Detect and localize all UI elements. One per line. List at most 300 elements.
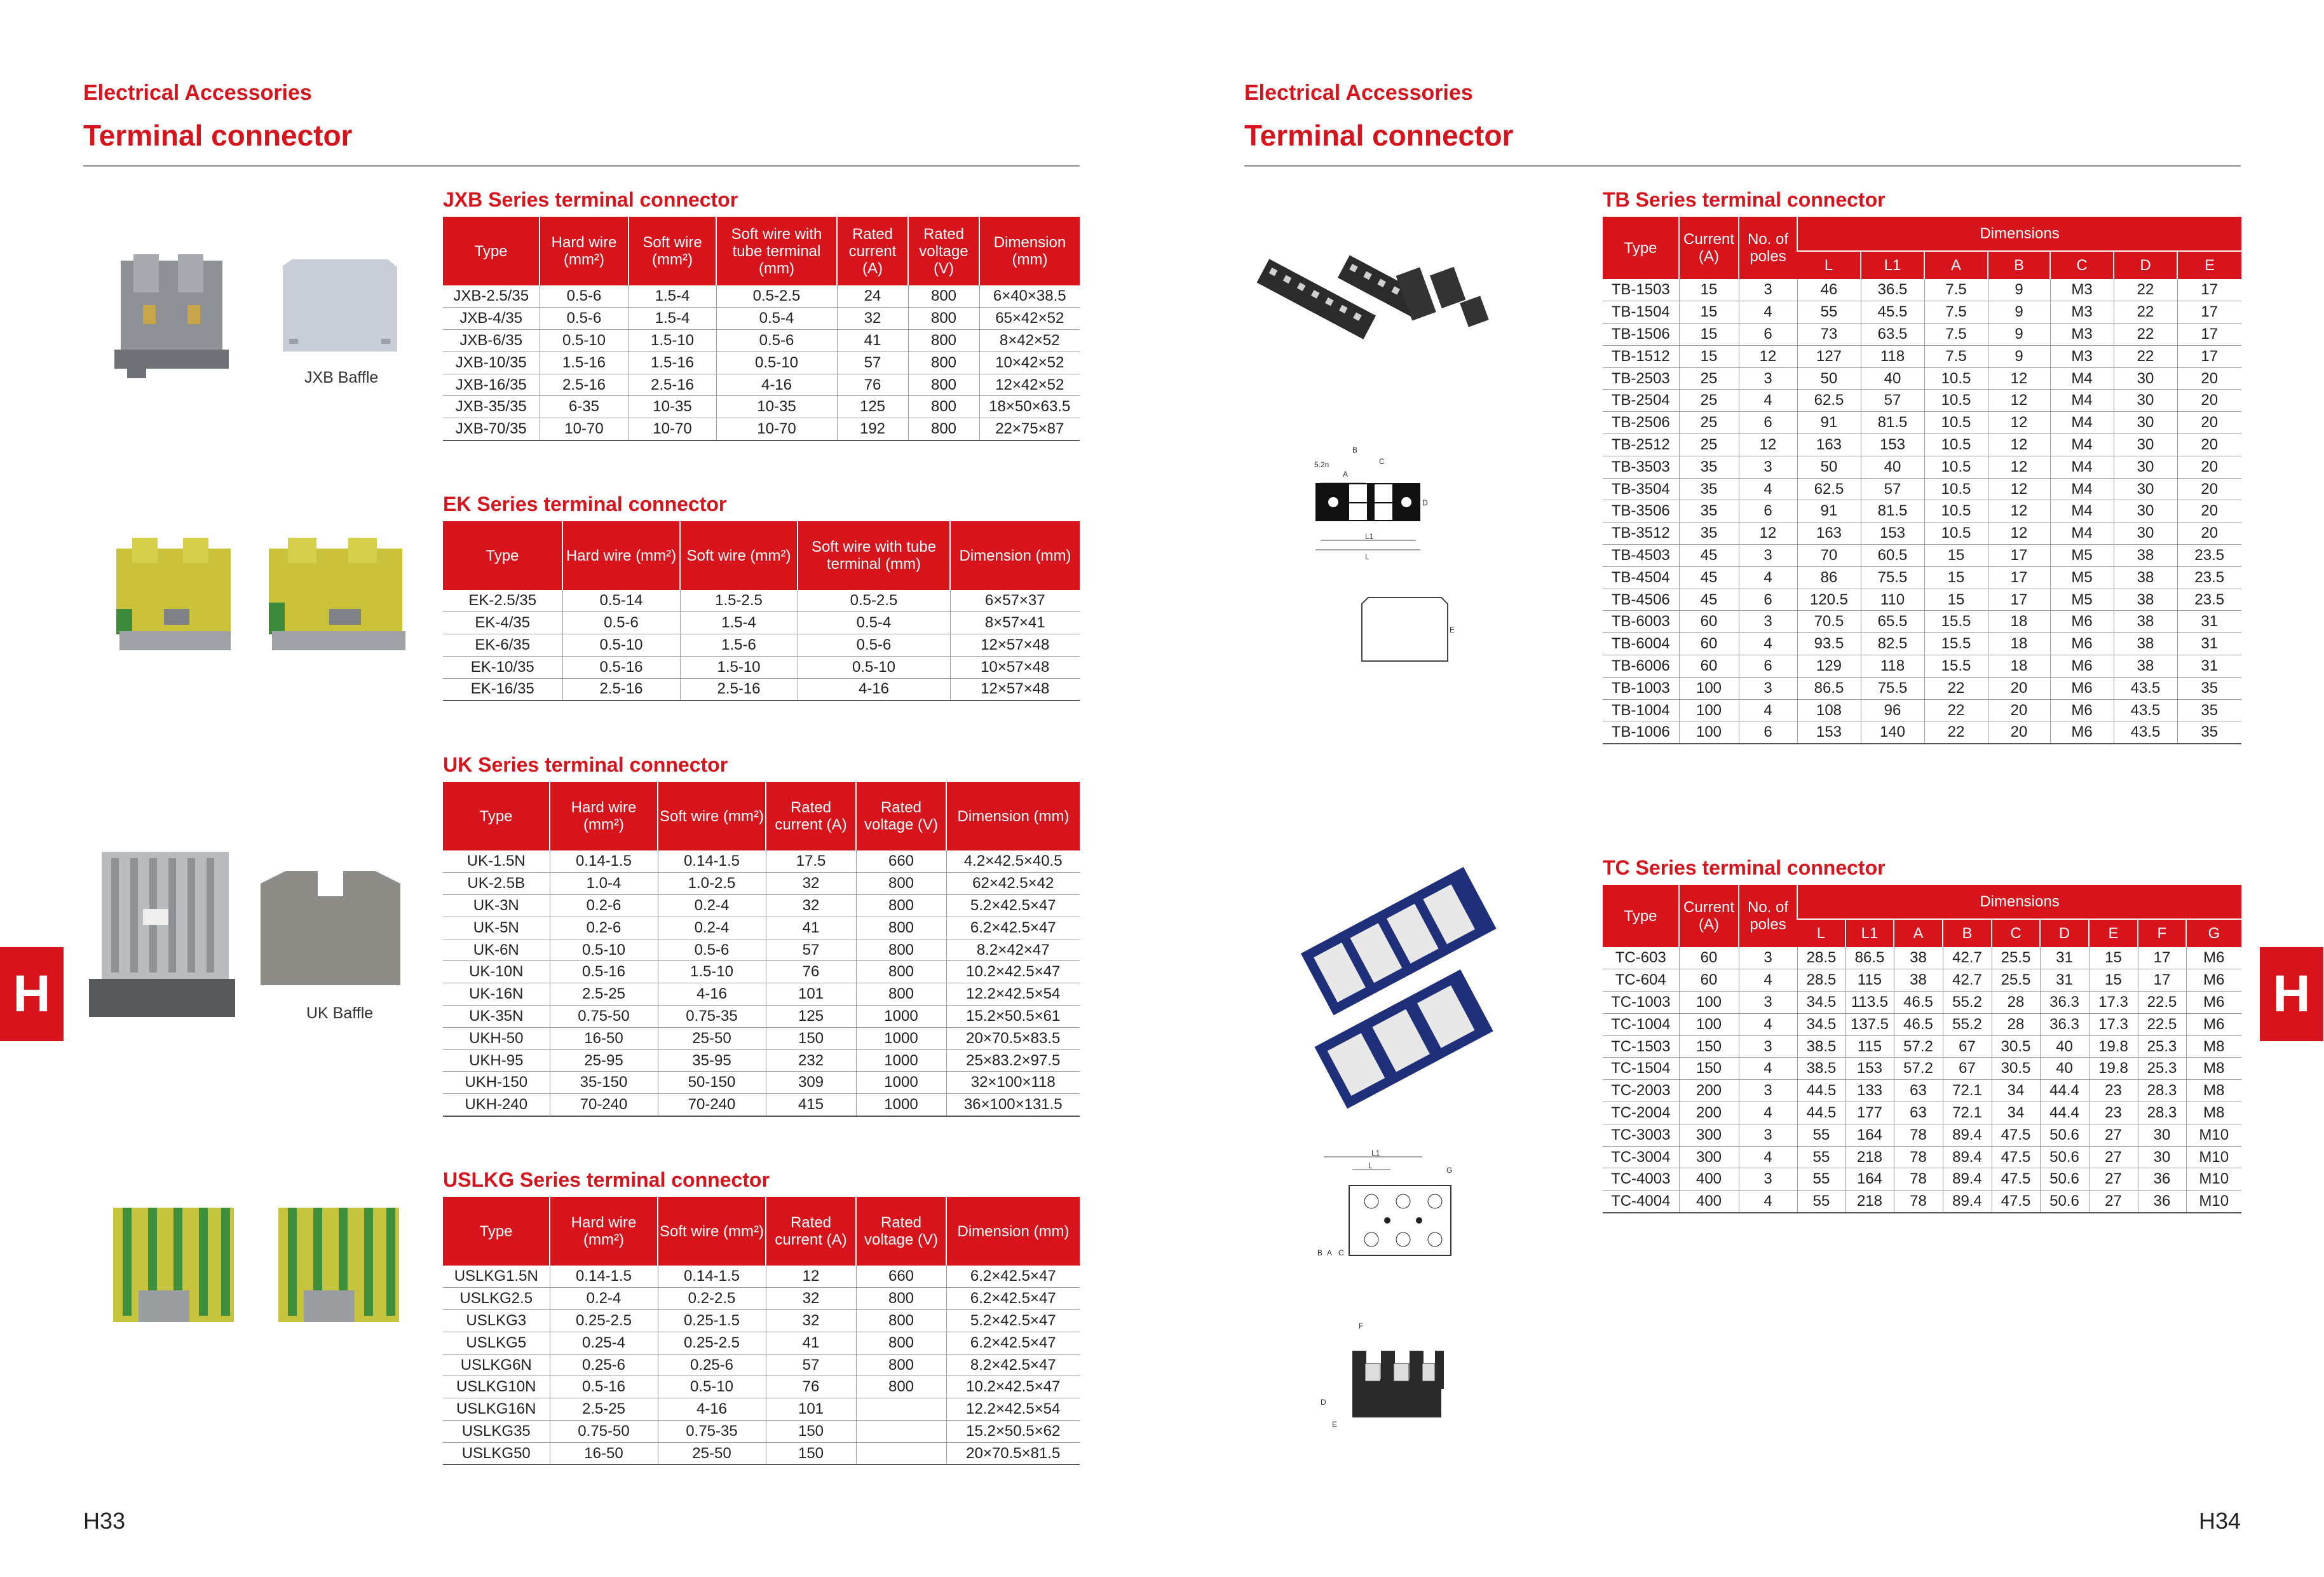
table-cell: 24 [837,285,908,308]
table-cell: 0.75-35 [658,1006,766,1028]
page-number: H34 [2199,1508,2241,1534]
table-cell: 19.8 [2089,1058,2138,1080]
table-cell: 0.2-2.5 [658,1288,766,1310]
table-cell: 3 [1739,1080,1797,1102]
table-cell: 35 [1679,456,1739,478]
table-cell: 300 [1679,1146,1739,1168]
table-cell: 70 [1797,545,1861,567]
table-cell: 4 [1739,1102,1797,1124]
table-cell: EK-16/35 [443,678,562,700]
table-cell: 6 [1739,412,1797,434]
table-cell: TC-603 [1603,947,1679,969]
table-cell: M6 [2050,633,2114,655]
table-row [1603,947,2241,969]
table-cell: 12 [766,1266,856,1288]
table-cell: 86.5 [1797,677,1861,699]
col-header: Soft wire with tube terminal (mm) [716,217,837,285]
table-cell: TB-6004 [1603,633,1679,655]
table-cell: 1000 [856,1094,946,1116]
table-cell: 4 [1739,301,1797,324]
section-title: UK Series terminal connector [443,753,728,776]
col-header: Soft wire (mm²) [680,521,798,590]
table-cell: 4 [1739,1146,1797,1168]
table-cell: 20 [2177,434,2241,456]
uk-section [443,753,1080,1117]
table-cell: 45 [1679,566,1739,589]
table-cell: 41 [837,330,908,352]
col-header: Type [443,217,540,285]
table-cell: 0.25-2.5 [550,1310,658,1332]
table-cell: 38 [2114,633,2177,655]
jxb-section [443,188,1080,441]
table-cell: 12 [1739,345,1797,367]
table-cell: 0.5-10 [658,1376,766,1398]
table-cell: 0.25-4 [550,1332,658,1354]
ek-section [443,493,1080,701]
table-cell: 57.2 [1894,1058,1943,1080]
table-cell: 70-240 [658,1094,766,1116]
table-cell: 81.5 [1861,500,1924,522]
table-cell: 23 [2089,1102,2138,1124]
table-row [443,1049,1080,1072]
table-cell: 10-35 [629,396,716,418]
table-cell: 28.5 [1797,947,1845,969]
table-cell: 10×57×48 [950,656,1080,678]
section-title: EK Series terminal connector [443,493,727,515]
table-cell: 18 [1988,655,2050,678]
dim-label: D [1321,1398,1326,1407]
table-cell: 8×57×41 [950,612,1080,634]
dim-label: 5.2n [1314,460,1329,469]
table-cell: 415 [766,1094,856,1116]
table-row [1603,1102,2241,1124]
table-cell: 31 [2177,611,2241,633]
table-cell: 40 [1861,367,1924,390]
table-cell: 15.2×50.5×62 [946,1421,1080,1443]
table-cell: 35 [1679,522,1739,545]
col-header: Hard wire (mm²) [550,1197,658,1266]
table-cell: 47.5 [1992,1191,2040,1213]
table-cell: 127 [1797,345,1861,367]
uslkg-table [443,1197,1080,1465]
table-cell: 12 [1739,522,1797,545]
table-cell: 20 [1988,721,2050,744]
table-cell: 23.5 [2177,566,2241,589]
table-cell: 22 [2114,345,2177,367]
table-cell: 12 [1988,434,2050,456]
jxb-terminal-photo [108,242,235,381]
table-cell: M4 [2050,367,2114,390]
col-header: Rated current (A) [766,1197,856,1266]
table-cell: 82.5 [1861,633,1924,655]
table-row [443,1288,1080,1310]
table-cell: 57 [1861,390,1924,412]
table-cell: 4-16 [798,678,950,700]
table-cell: 12 [1739,434,1797,456]
table-cell: 800 [856,1376,946,1398]
table-cell: 20 [2177,478,2241,500]
table-row [443,1266,1080,1288]
table-cell: 32×100×118 [946,1072,1080,1094]
table-row [1603,992,2241,1014]
table-cell: 10.2×42.5×47 [946,961,1080,983]
table-cell: 1.5-4 [629,285,716,308]
section-title: TC Series terminal connector [1603,856,1886,879]
uslkg-terminal-photo-1 [107,1201,240,1341]
tc-side-drawing [1314,1316,1460,1456]
table-cell: 44.4 [2040,1080,2089,1102]
uk-baffle-caption: UK Baffle [306,1004,374,1022]
dim-label: F [1359,1321,1364,1330]
table-cell: 50.6 [2040,1191,2089,1213]
table-row [443,1072,1080,1094]
table-cell: 27 [2089,1146,2138,1168]
table-cell: 60 [1679,611,1739,633]
table-cell: 17.3 [2089,1013,2138,1035]
table-cell: 57 [766,1354,856,1376]
table-row [443,939,1080,961]
table-cell: 46 [1797,279,1861,301]
table-cell: 72.1 [1943,1080,1992,1102]
table-cell: 57.2 [1894,1035,1943,1058]
table-cell: 86.5 [1845,947,1894,969]
table-cell: M4 [2050,500,2114,522]
table-row [443,396,1080,418]
uk-baffle-photo [254,864,407,992]
table-cell: 800 [908,374,979,396]
table-cell: M6 [2186,992,2241,1014]
table-cell: 17 [2177,301,2241,324]
table-cell: 35 [2177,699,2241,721]
table-cell: 1000 [856,1072,946,1094]
table-row [1603,478,2241,500]
table-cell: 1.0-2.5 [658,873,766,895]
table-cell: 4-16 [658,1398,766,1421]
table-cell: 10.5 [1924,456,1988,478]
table-row [1603,1168,2241,1191]
table-cell: 28.5 [1797,969,1845,992]
table-cell: TC-2003 [1603,1080,1679,1102]
table-cell: 34.5 [1797,992,1845,1014]
table-cell: UKH-50 [443,1027,550,1049]
table-cell: 50 [1797,456,1861,478]
table-cell: 38 [1894,969,1943,992]
table-cell: TC-604 [1603,969,1679,992]
table-cell: 0.25-2.5 [658,1332,766,1354]
tb-table [1603,217,2241,744]
col-header: Soft wire with tube terminal (mm) [798,521,950,590]
table-cell: UKH-95 [443,1049,550,1072]
table-cell: 1.5-16 [540,352,629,374]
table-cell: M6 [2050,699,2114,721]
table-row [443,418,1080,440]
table-cell: 63 [1894,1080,1943,1102]
table-cell: 7.5 [1924,324,1988,346]
tb-side-drawing [1352,591,1454,674]
table-cell: 38 [2114,655,2177,678]
table-cell: 10-70 [540,418,629,440]
table-cell: 25×83.2×97.5 [946,1049,1080,1072]
table-cell: 4 [1739,478,1797,500]
table-cell: 23 [2089,1080,2138,1102]
table-cell: 10.5 [1924,367,1988,390]
table-cell: 89.4 [1943,1124,1992,1146]
col-header: Dimension (mm) [979,217,1080,285]
table-cell: 0.2-4 [658,917,766,939]
table-cell: 34.5 [1797,1013,1845,1035]
table-row [443,1398,1080,1421]
table-cell: 15 [1924,545,1988,567]
table-cell: 8×42×52 [979,330,1080,352]
table-row [1603,566,2241,589]
table-cell: 67 [1943,1035,1992,1058]
table-cell: USLKG50 [443,1442,550,1464]
table-cell: 38 [2114,566,2177,589]
col-subheader: A [1924,251,1988,279]
table-cell: 62×42.5×42 [946,873,1080,895]
table-row [1603,456,2241,478]
table-cell: 2.5-16 [629,374,716,396]
table-cell: 0.5-10 [716,352,837,374]
table-row [1603,699,2241,721]
table-cell: TC-3003 [1603,1124,1679,1146]
col-header: Hard wire (mm²) [540,217,629,285]
table-cell: 17 [2177,345,2241,367]
table-cell: 22.5 [2138,1013,2186,1035]
table-cell: 36.3 [2040,992,2089,1014]
category-label: Electrical Accessories [83,81,312,105]
table-cell: 3 [1739,545,1797,567]
table-cell: UK-5N [443,917,550,939]
category-label: Electrical Accessories [1244,81,1473,105]
table-cell: 63 [1894,1102,1943,1124]
table-cell: 50.6 [2040,1146,2089,1168]
table-cell: 115 [1845,969,1894,992]
table-cell: 96 [1861,699,1924,721]
col-subheader: L1 [1845,919,1894,947]
table-cell: 78 [1894,1191,1943,1213]
table-cell: TB-2504 [1603,390,1679,412]
table-cell: UK-10N [443,961,550,983]
table-cell: TB-2506 [1603,412,1679,434]
col-header: Type [443,1197,550,1266]
table-cell: 20 [1988,699,2050,721]
table-cell: 76 [766,961,856,983]
table-cell: 6×57×37 [950,590,1080,612]
table-row [443,917,1080,939]
table-cell: 60 [1679,969,1739,992]
table-cell: 800 [856,895,946,917]
table-cell: 800 [908,330,979,352]
table-row [1603,655,2241,678]
table-cell: 10.5 [1924,434,1988,456]
col-header: Soft wire (mm²) [658,1197,766,1266]
table-cell: 0.5-16 [550,1376,658,1398]
table-row [1603,301,2241,324]
table-cell: 0.5-6 [540,285,629,308]
table-cell: 0.5-2.5 [798,590,950,612]
table-cell: 50.6 [2040,1168,2089,1191]
table-cell: 0.5-10 [550,939,658,961]
col-subheader: E [2089,919,2138,947]
table-cell [856,1421,946,1443]
table-cell: TC-2004 [1603,1102,1679,1124]
col-header: Type [443,782,550,850]
table-cell: 35-150 [550,1072,658,1094]
table-cell: 5.2×42.5×47 [946,1310,1080,1332]
table-cell: 115 [1845,1035,1894,1058]
table-cell: 81.5 [1861,412,1924,434]
col-subheader: E [2177,251,2241,279]
table-cell: 6.2×42.5×47 [946,1266,1080,1288]
col-header: Hard wire (mm²) [562,521,680,590]
table-cell: 150 [766,1027,856,1049]
table-cell: TC-1504 [1603,1058,1679,1080]
table-cell: 1.5-10 [658,961,766,983]
table-cell: 100 [1679,677,1739,699]
table-cell: 400 [1679,1191,1739,1213]
table-cell: 1.5-10 [680,656,798,678]
table-cell: 17.5 [766,850,856,873]
table-cell: M10 [2186,1168,2241,1191]
table-cell: 20 [2177,500,2241,522]
table-cell: 2.5-16 [562,678,680,700]
table-cell: 22 [1924,721,1988,744]
table-cell: 31 [2177,655,2241,678]
table-cell: 38 [2114,611,2177,633]
table-row [443,1027,1080,1049]
table-cell: USLKG1.5N [443,1266,550,1288]
table-cell: 57 [766,939,856,961]
page-h34 [1162,0,2323,1577]
tc-dimension-drawing [1314,1150,1460,1278]
table-cell: 0.5-16 [562,656,680,678]
col-subheader: A [1894,919,1943,947]
table-cell: 3 [1739,992,1797,1014]
table-row [1603,390,2241,412]
table-cell: 3 [1739,1168,1797,1191]
table-row [1603,545,2241,567]
table-cell: JXB-4/35 [443,308,540,330]
table-cell: JXB-10/35 [443,352,540,374]
table-cell: 32 [766,873,856,895]
table-cell: 40 [2040,1058,2089,1080]
table-cell: 15 [2089,947,2138,969]
table-cell: M4 [2050,478,2114,500]
table-cell: 40 [2040,1035,2089,1058]
table-cell: UK-1.5N [443,850,550,873]
table-cell: 78 [1894,1146,1943,1168]
table-cell: 300 [1679,1124,1739,1146]
table-cell: 309 [766,1072,856,1094]
table-cell: TB-1506 [1603,324,1679,346]
col-header: Dimensions [1797,217,2241,251]
col-header: Soft wire (mm²) [629,217,716,285]
table-cell: 34 [1992,1080,2040,1102]
table-cell: 0.5-10 [798,656,950,678]
table-cell: TB-6006 [1603,655,1679,678]
table-cell: 108 [1797,699,1861,721]
table-cell: 163 [1797,434,1861,456]
col-subheader: L [1797,251,1861,279]
table-cell: 62.5 [1797,390,1861,412]
table-cell: M4 [2050,456,2114,478]
table-row [443,330,1080,352]
table-cell: 72.1 [1943,1102,1992,1124]
table-cell: 18 [1988,633,2050,655]
table-cell: 6-35 [540,396,629,418]
table-cell: 660 [856,850,946,873]
table-cell: 36×100×131.5 [946,1094,1080,1116]
table-cell: USLKG6N [443,1354,550,1376]
table-cell: 1.5-6 [680,634,798,657]
table-cell: 15.5 [1924,655,1988,678]
table-cell: TB-1512 [1603,345,1679,367]
header-divider [1244,165,2241,167]
table-cell: 7.5 [1924,345,1988,367]
table-cell: 0.5-10 [540,330,629,352]
table-cell: 38 [2114,545,2177,567]
table-cell: TC-1503 [1603,1035,1679,1058]
table-cell: 30 [2138,1146,2186,1168]
section-title: TB Series terminal connector [1603,188,1886,211]
table-cell: UKH-240 [443,1094,550,1116]
dim-label: L [1368,1161,1373,1170]
table-cell: 0.25-6 [658,1354,766,1376]
table-cell: JXB-35/35 [443,396,540,418]
table-cell: 36.3 [2040,1013,2089,1035]
table-row [1603,1191,2241,1213]
col-header: Current (A) [1679,885,1739,947]
dim-label: L1 [1371,1149,1380,1157]
page-title: Terminal connector [83,119,353,152]
table-cell: 55 [1797,1124,1845,1146]
table-cell: 20 [2177,456,2241,478]
table-cell: 2.5-25 [550,983,658,1006]
table-cell: 25 [1679,390,1739,412]
table-cell: TC-4004 [1603,1191,1679,1213]
table-cell: UKH-150 [443,1072,550,1094]
table-row [443,352,1080,374]
table-cell: 3 [1739,1124,1797,1146]
table-cell: 45 [1679,589,1739,611]
table-cell: 0.14-1.5 [658,850,766,873]
dim-label: L [1365,552,1369,561]
table-cell: 4 [1739,1191,1797,1213]
table-cell: 57 [1861,478,1924,500]
table-cell: 91 [1797,500,1861,522]
table-cell: M4 [2050,522,2114,545]
table-cell: USLKG2.5 [443,1288,550,1310]
table-cell: 6 [1739,721,1797,744]
table-cell: UK-3N [443,895,550,917]
table-cell: 140 [1861,721,1924,744]
table-cell: USLKG16N [443,1398,550,1421]
table-row [443,873,1080,895]
table-cell: 15 [1679,301,1739,324]
table-cell: 137.5 [1845,1013,1894,1035]
table-cell: 41 [766,917,856,939]
table-row [1603,522,2241,545]
table-cell: 89.4 [1943,1168,1992,1191]
table-row [443,1310,1080,1332]
table-cell: 89.4 [1943,1191,1992,1213]
table-row [1603,500,2241,522]
table-cell: 10.5 [1924,412,1988,434]
table-cell: 70-240 [550,1094,658,1116]
table-cell: 28.3 [2138,1102,2186,1124]
table-row [1603,969,2241,992]
